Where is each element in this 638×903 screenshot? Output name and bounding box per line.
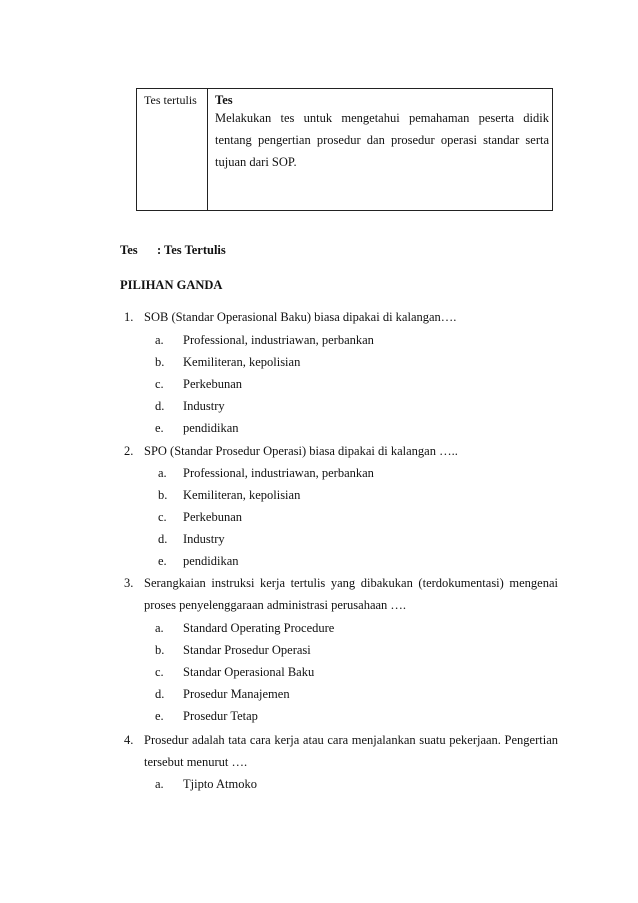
option-letter: a. (158, 466, 167, 480)
option-text: Kemiliteran, kepolisian (183, 488, 301, 502)
test-value: : Tes Tertulis (157, 243, 226, 257)
option-letter: e. (158, 554, 167, 568)
option-letter: b. (155, 643, 165, 657)
option-text: Professional, industriawan, perbankan (183, 466, 374, 480)
option-text: Industry (183, 399, 225, 413)
table-column-divider (207, 89, 208, 210)
option-text: Prosedur Manajemen (183, 687, 290, 701)
option-letter: c. (155, 665, 164, 679)
option-letter: c. (158, 510, 167, 524)
assessment-table (136, 88, 553, 211)
test-label: Tes (120, 243, 138, 257)
option-letter: c. (155, 377, 164, 391)
option-letter: b. (155, 355, 165, 369)
question-number: 1. (124, 310, 134, 324)
question-text: SPO (Standar Prosedur Operasi) biasa dipakai di kalangan ….. (144, 444, 458, 458)
option-text: Standar Prosedur Operasi (183, 643, 311, 657)
question-number: 4. (124, 733, 134, 747)
section-title: PILIHAN GANDA (120, 278, 223, 292)
option-letter: e. (155, 709, 164, 723)
option-letter: d. (155, 687, 165, 701)
option-text: Industry (183, 532, 225, 546)
table-right-text: Melakukan tes untuk mengetahui pemahaman peserta didik tentang pengertian prosedur dan prosedur operasi standar serta tujuan dari SOP. (215, 111, 549, 169)
question-number: 3. (124, 576, 134, 590)
question-text: Serangkaian instruksi kerja tertulis yang dibakukan (terdokumentasi) mengenai proses penyelenggaraan administrasi perusahaan …. (144, 576, 558, 612)
option-text: Perkebunan (183, 377, 243, 391)
option-text: Prosedur Tetap (183, 709, 258, 723)
option-text: Perkebunan (183, 510, 243, 524)
option-text: Tjipto Atmoko (183, 777, 257, 791)
option-letter: a. (155, 333, 164, 347)
option-text: Standard Operating Procedure (183, 621, 335, 635)
table-right-heading: Tes (215, 93, 233, 107)
option-text: pendidikan (183, 421, 239, 435)
table-right-cell (215, 93, 549, 173)
question-text: Prosedur adalah tata cara kerja atau cara menjalankan suatu pekerjaan. Pengertian tersebut menurut …. (144, 733, 558, 769)
option-text: Standar Operasional Baku (183, 665, 315, 679)
option-letter: e. (155, 421, 164, 435)
option-text: pendidikan (183, 554, 239, 568)
option-letter: b. (158, 488, 168, 502)
option-letter: a. (155, 621, 164, 635)
option-text: Kemiliteran, kepolisian (183, 355, 301, 369)
table-left-cell: Tes tertulis (144, 93, 197, 107)
question-number: 2. (124, 444, 134, 458)
question-text: SOB (Standar Operasional Baku) biasa dipakai di kalangan…. (144, 310, 457, 324)
option-letter: a. (155, 777, 164, 791)
option-letter: d. (158, 532, 168, 546)
option-text: Professional, industriawan, perbankan (183, 333, 374, 347)
option-letter: d. (155, 399, 165, 413)
